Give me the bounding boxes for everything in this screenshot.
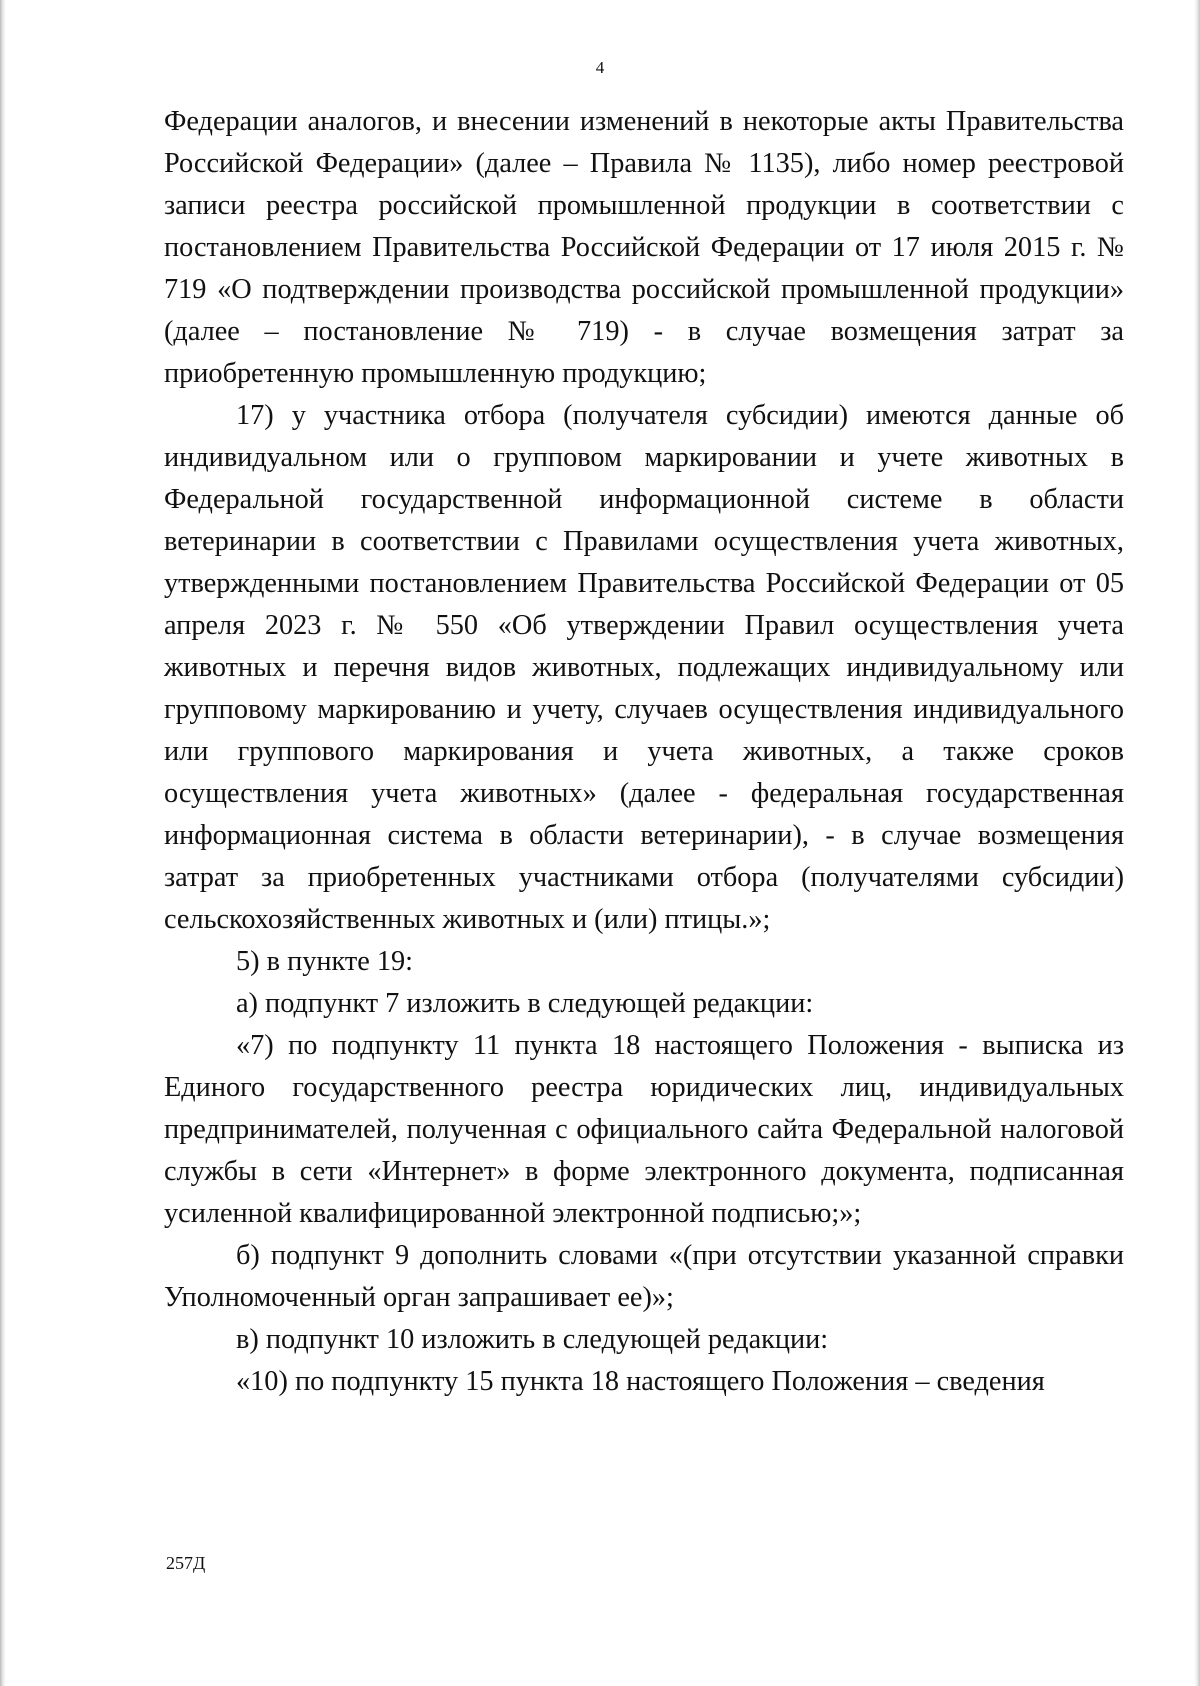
document-code: 257Д bbox=[166, 1553, 206, 1573]
document-body bbox=[164, 101, 1124, 1403]
paragraph-subitem-v: в) подпункт 10 изложить в следующей редакции: bbox=[236, 1324, 829, 1355]
paragraph-continuation: Федерации аналогов, и внесении изменений в некоторые акты Правительства Российской Федерации» (далее – Правила № 1135), либо номер реестровой записи реестра российской промышленной продукции в соответствии с постановлением Правительства Российской Федерации от 17 июля 2015 г. № 719 «О подтверждении производства российской промышленной продукции» (далее – постановление № 719) - в случае возмещения затрат за приобретенную промышленную продукцию; bbox=[164, 106, 1124, 389]
paragraph-item-17: 17) у участника отбора (получателя субсидии) имеются данные об индивидуальном или о групповом маркировании и учете животных в Федеральной государственной информационной системе в области ветеринарии в соответствии с Правилами осуществления учета животных, утвержденными постановлением Правительства Российской Федерации от 05 апреля 2023 г. № 550 «Об утверждении Правил осуществления учета животных и перечня видов животных, подлежащих индивидуальному или групповому маркированию и учету, случаев осуществления индивидуального или группового маркирования и учета животных, а также сроков осуществления учета животных» (далее - федеральная государственная информационная система в области ветеринарии), - в случае возмещения затрат за приобретенных участниками отбора (получателями субсидии) сельскохозяйственных животных и (или) птицы.»; bbox=[164, 400, 1124, 935]
scan-left-edge bbox=[0, 0, 6, 1686]
paragraph-quote-10: «10) по подпункту 15 пункта 18 настоящего Положения – сведения bbox=[236, 1366, 1045, 1397]
paragraph-subitem-a: а) подпункт 7 изложить в следующей редакции: bbox=[236, 988, 814, 1019]
paragraph-item-5: 5) в пункте 19: bbox=[236, 946, 414, 977]
page-number: 4 bbox=[595, 58, 605, 77]
scan-right-edge bbox=[1194, 0, 1200, 1686]
paragraph-subitem-b: б) подпункт 9 дополнить словами «(при отсутствии указанной справки Уполномоченный орган запрашивает ее)»; bbox=[164, 1240, 1124, 1313]
paragraph-quote-7: «7) по подпункту 11 пункта 18 настоящего Положения - выписка из Единого государственного реестра юридических лиц, индивидуальных предпринимателей, полученная с официального сайта Федеральной налоговой службы в сети «Интернет» в форме электронного документа, подписанная усиленной квалифицированной электронной подписью;»; bbox=[164, 1030, 1124, 1229]
